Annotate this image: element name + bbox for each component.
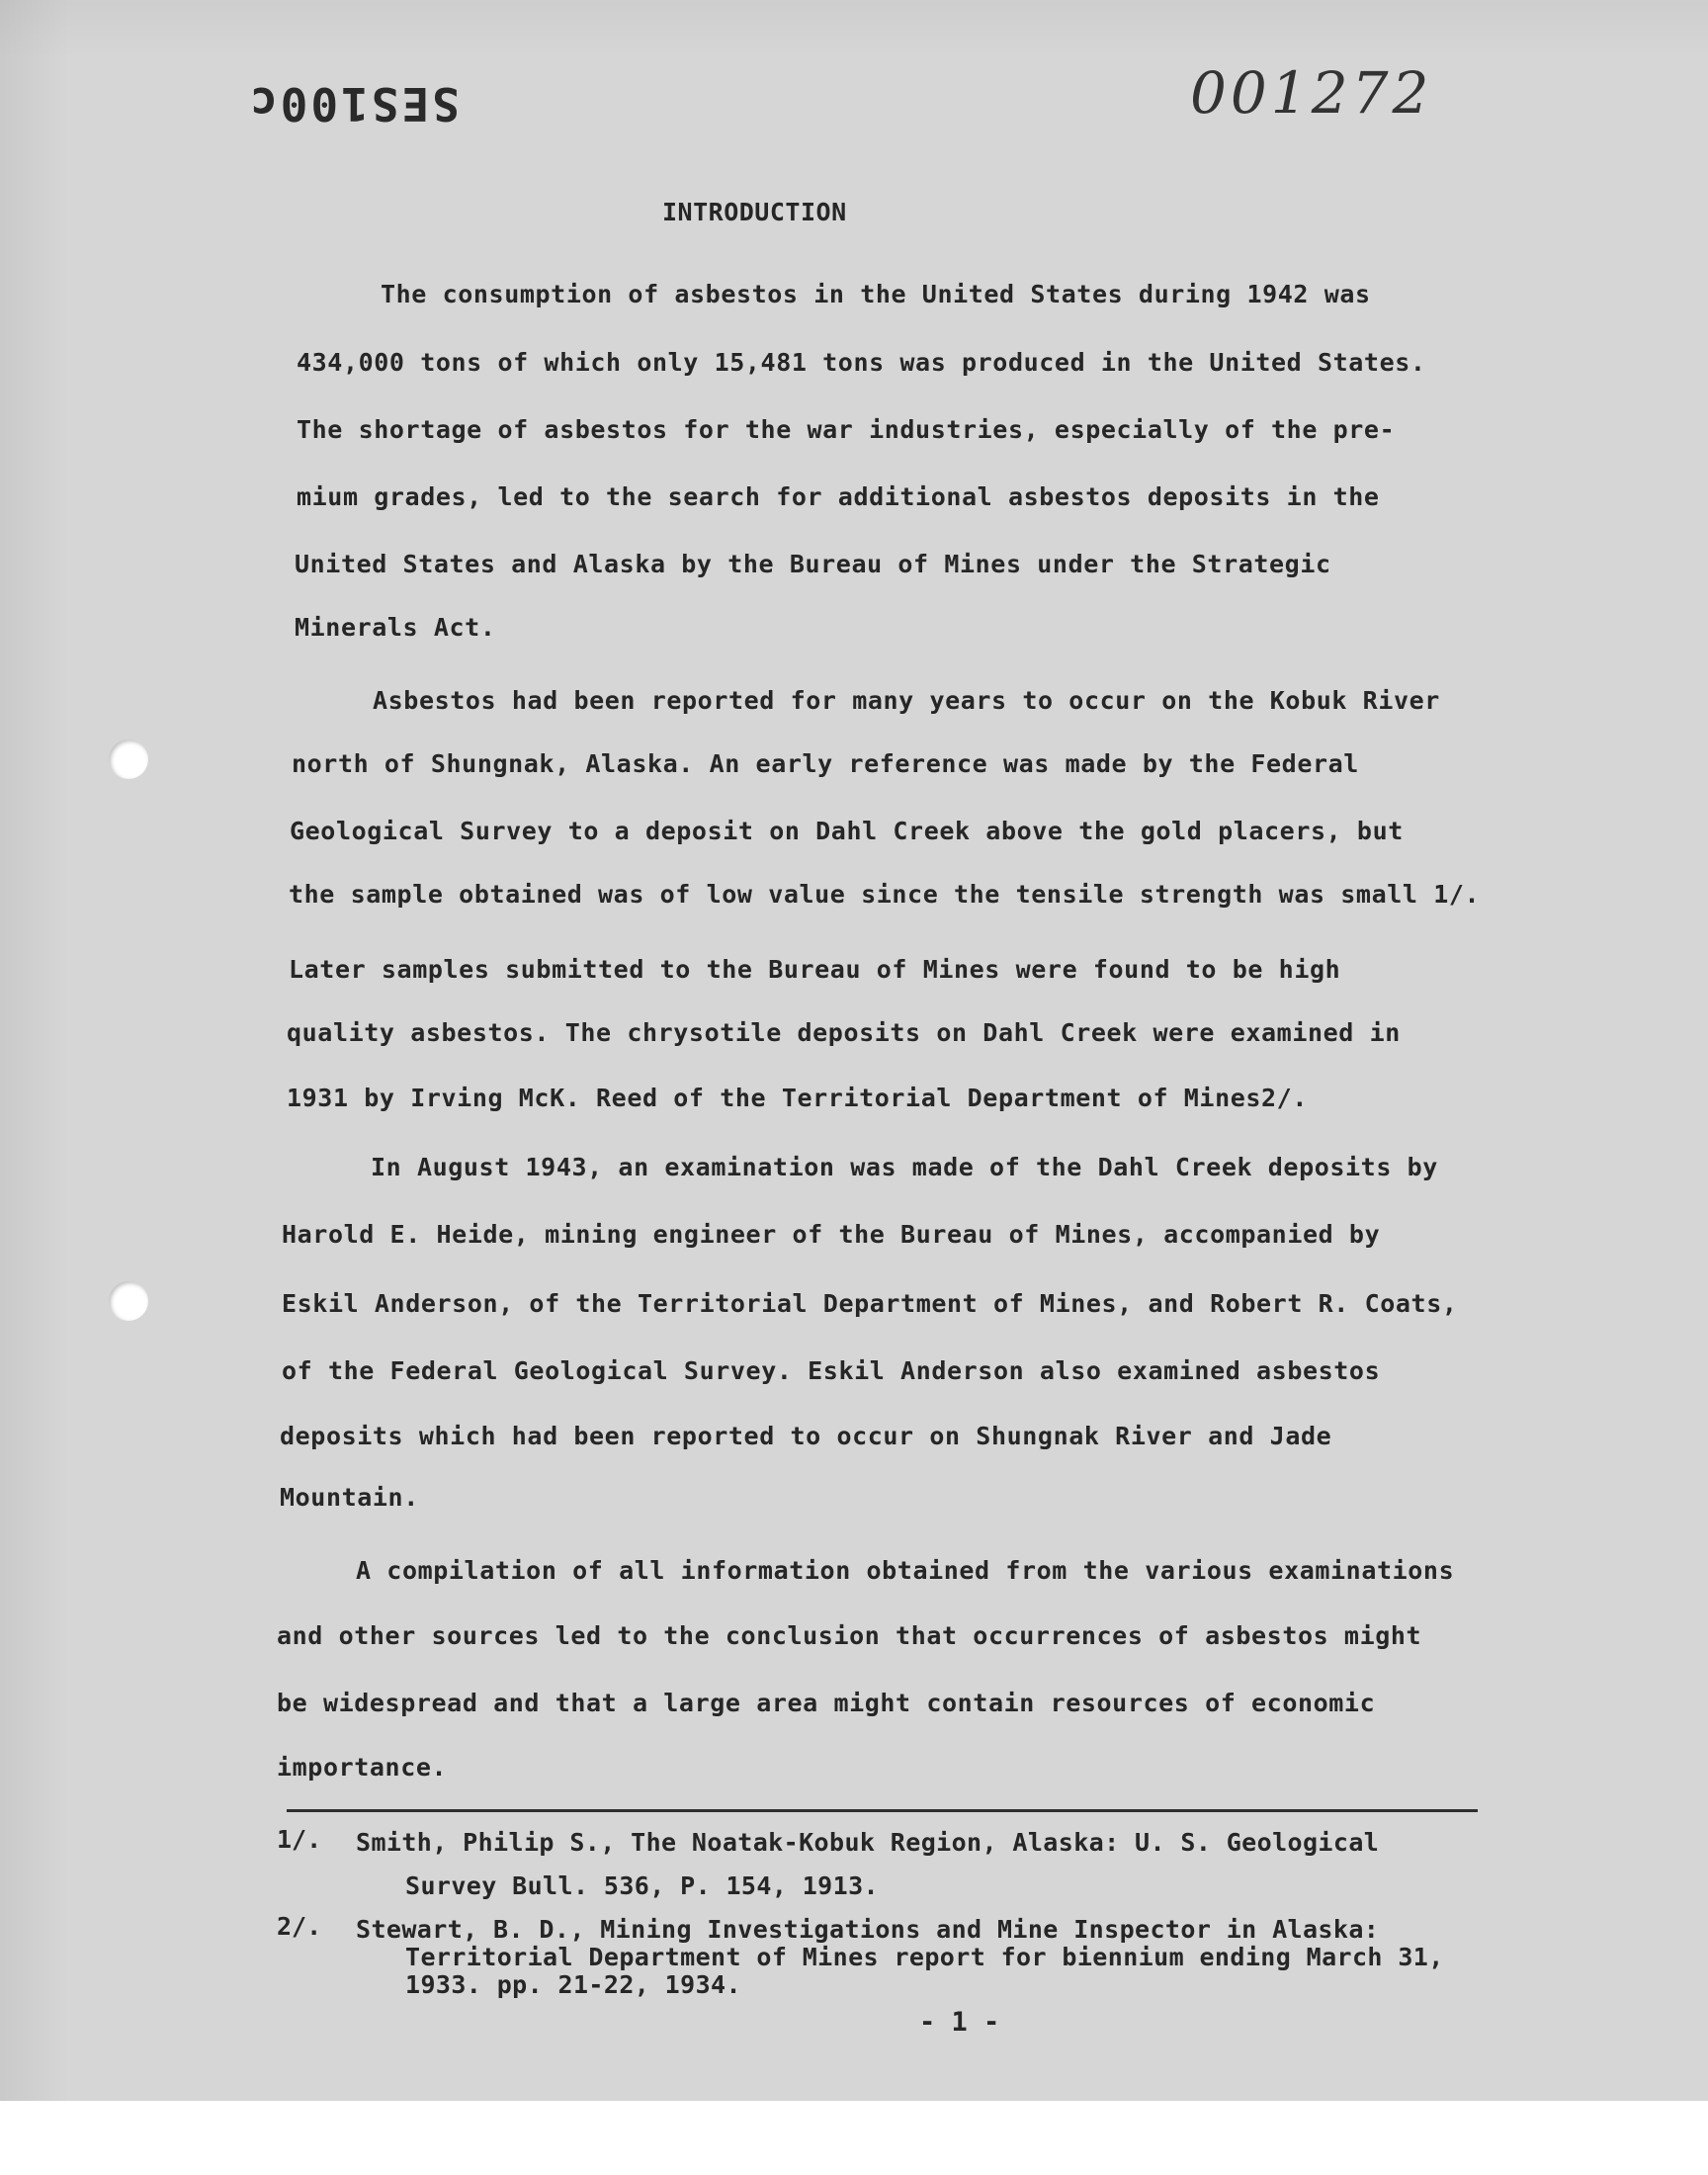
text-line: and other sources led to the conclusion that occurrences of asbestos might — [277, 1621, 1422, 1650]
text-line: importance. — [277, 1753, 448, 1782]
text-line: Minerals Act. — [295, 613, 496, 642]
footnote-divider — [287, 1809, 1478, 1812]
text-line: Later samples submitted to the Bureau of Mines were found to be high — [289, 955, 1341, 984]
text-line: A compilation of all information obtained from the various examinations — [356, 1556, 1455, 1585]
text-line: In August 1943, an examination was made of the Dahl Creek deposits by — [371, 1153, 1438, 1181]
text-line: mium grades, led to the search for additional asbestos deposits in the — [297, 482, 1380, 511]
document-stamp: SES100c — [247, 77, 460, 130]
text-line: Asbestos had been reported for many years to occur on the Kobuk River — [373, 686, 1440, 715]
scan-bottom-margin — [0, 2101, 1708, 2175]
text-line: United States and Alaska by the Bureau of Mines under the Strategic — [295, 550, 1331, 578]
footnote-marker: 2/. — [277, 1912, 322, 1941]
footnote-text: Smith, Philip S., The Noatak-Kobuk Region, Alaska: U. S. Geological — [356, 1828, 1380, 1857]
footnote-text: 1933. pp. 21-22, 1934. — [405, 1970, 741, 1999]
text-line: of the Federal Geological Survey. Eskil Anderson also examined asbestos — [282, 1356, 1381, 1385]
text-line: The consumption of asbestos in the United States during 1942 was — [381, 280, 1371, 308]
text-line: quality asbestos. The chrysotile deposits on Dahl Creek were examined in — [287, 1018, 1401, 1047]
text-line: Geological Survey to a deposit on Dahl Creek above the gold placers, but — [290, 817, 1404, 845]
text-line: the sample obtained was of low value since the tensile strength was small 1/. — [289, 880, 1481, 909]
page-number: - 1 - — [919, 2007, 1000, 2038]
text-line: The shortage of asbestos for the war industries, especially of the pre- — [297, 415, 1396, 444]
text-line: 1931 by Irving McK. Reed of the Territorial Department of Mines2/. — [287, 1084, 1308, 1112]
footnote-text: Stewart, B. D., Mining Investigations and Mine Inspector in Alaska: — [356, 1915, 1380, 1944]
handwritten-page-number: 001272 — [1190, 59, 1433, 127]
text-line: Harold E. Heide, mining engineer of the Bureau of Mines, accompanied by — [282, 1220, 1381, 1249]
text-line: north of Shungnak, Alaska. An early reference was made by the Federal — [292, 749, 1359, 778]
footnote-text: Territorial Department of Mines report for biennium ending March 31, — [405, 1943, 1444, 1971]
page-title: INTRODUCTION — [662, 198, 847, 226]
text-line: Eskil Anderson, of the Territorial Department of Mines, and Robert R. Coats, — [282, 1289, 1458, 1318]
text-line: Mountain. — [280, 1483, 419, 1512]
text-line: 434,000 tons of which only 15,481 tons was produced in the United States. — [297, 348, 1426, 377]
punch-hole — [109, 1281, 148, 1321]
punch-hole — [109, 740, 148, 779]
text-line: be widespread and that a large area might contain resources of economic — [277, 1689, 1376, 1717]
footnote-text: Survey Bull. 536, P. 154, 1913. — [405, 1871, 879, 1900]
footnote-marker: 1/. — [277, 1825, 322, 1854]
text-line: deposits which had been reported to occur on Shungnak River and Jade — [280, 1422, 1332, 1450]
